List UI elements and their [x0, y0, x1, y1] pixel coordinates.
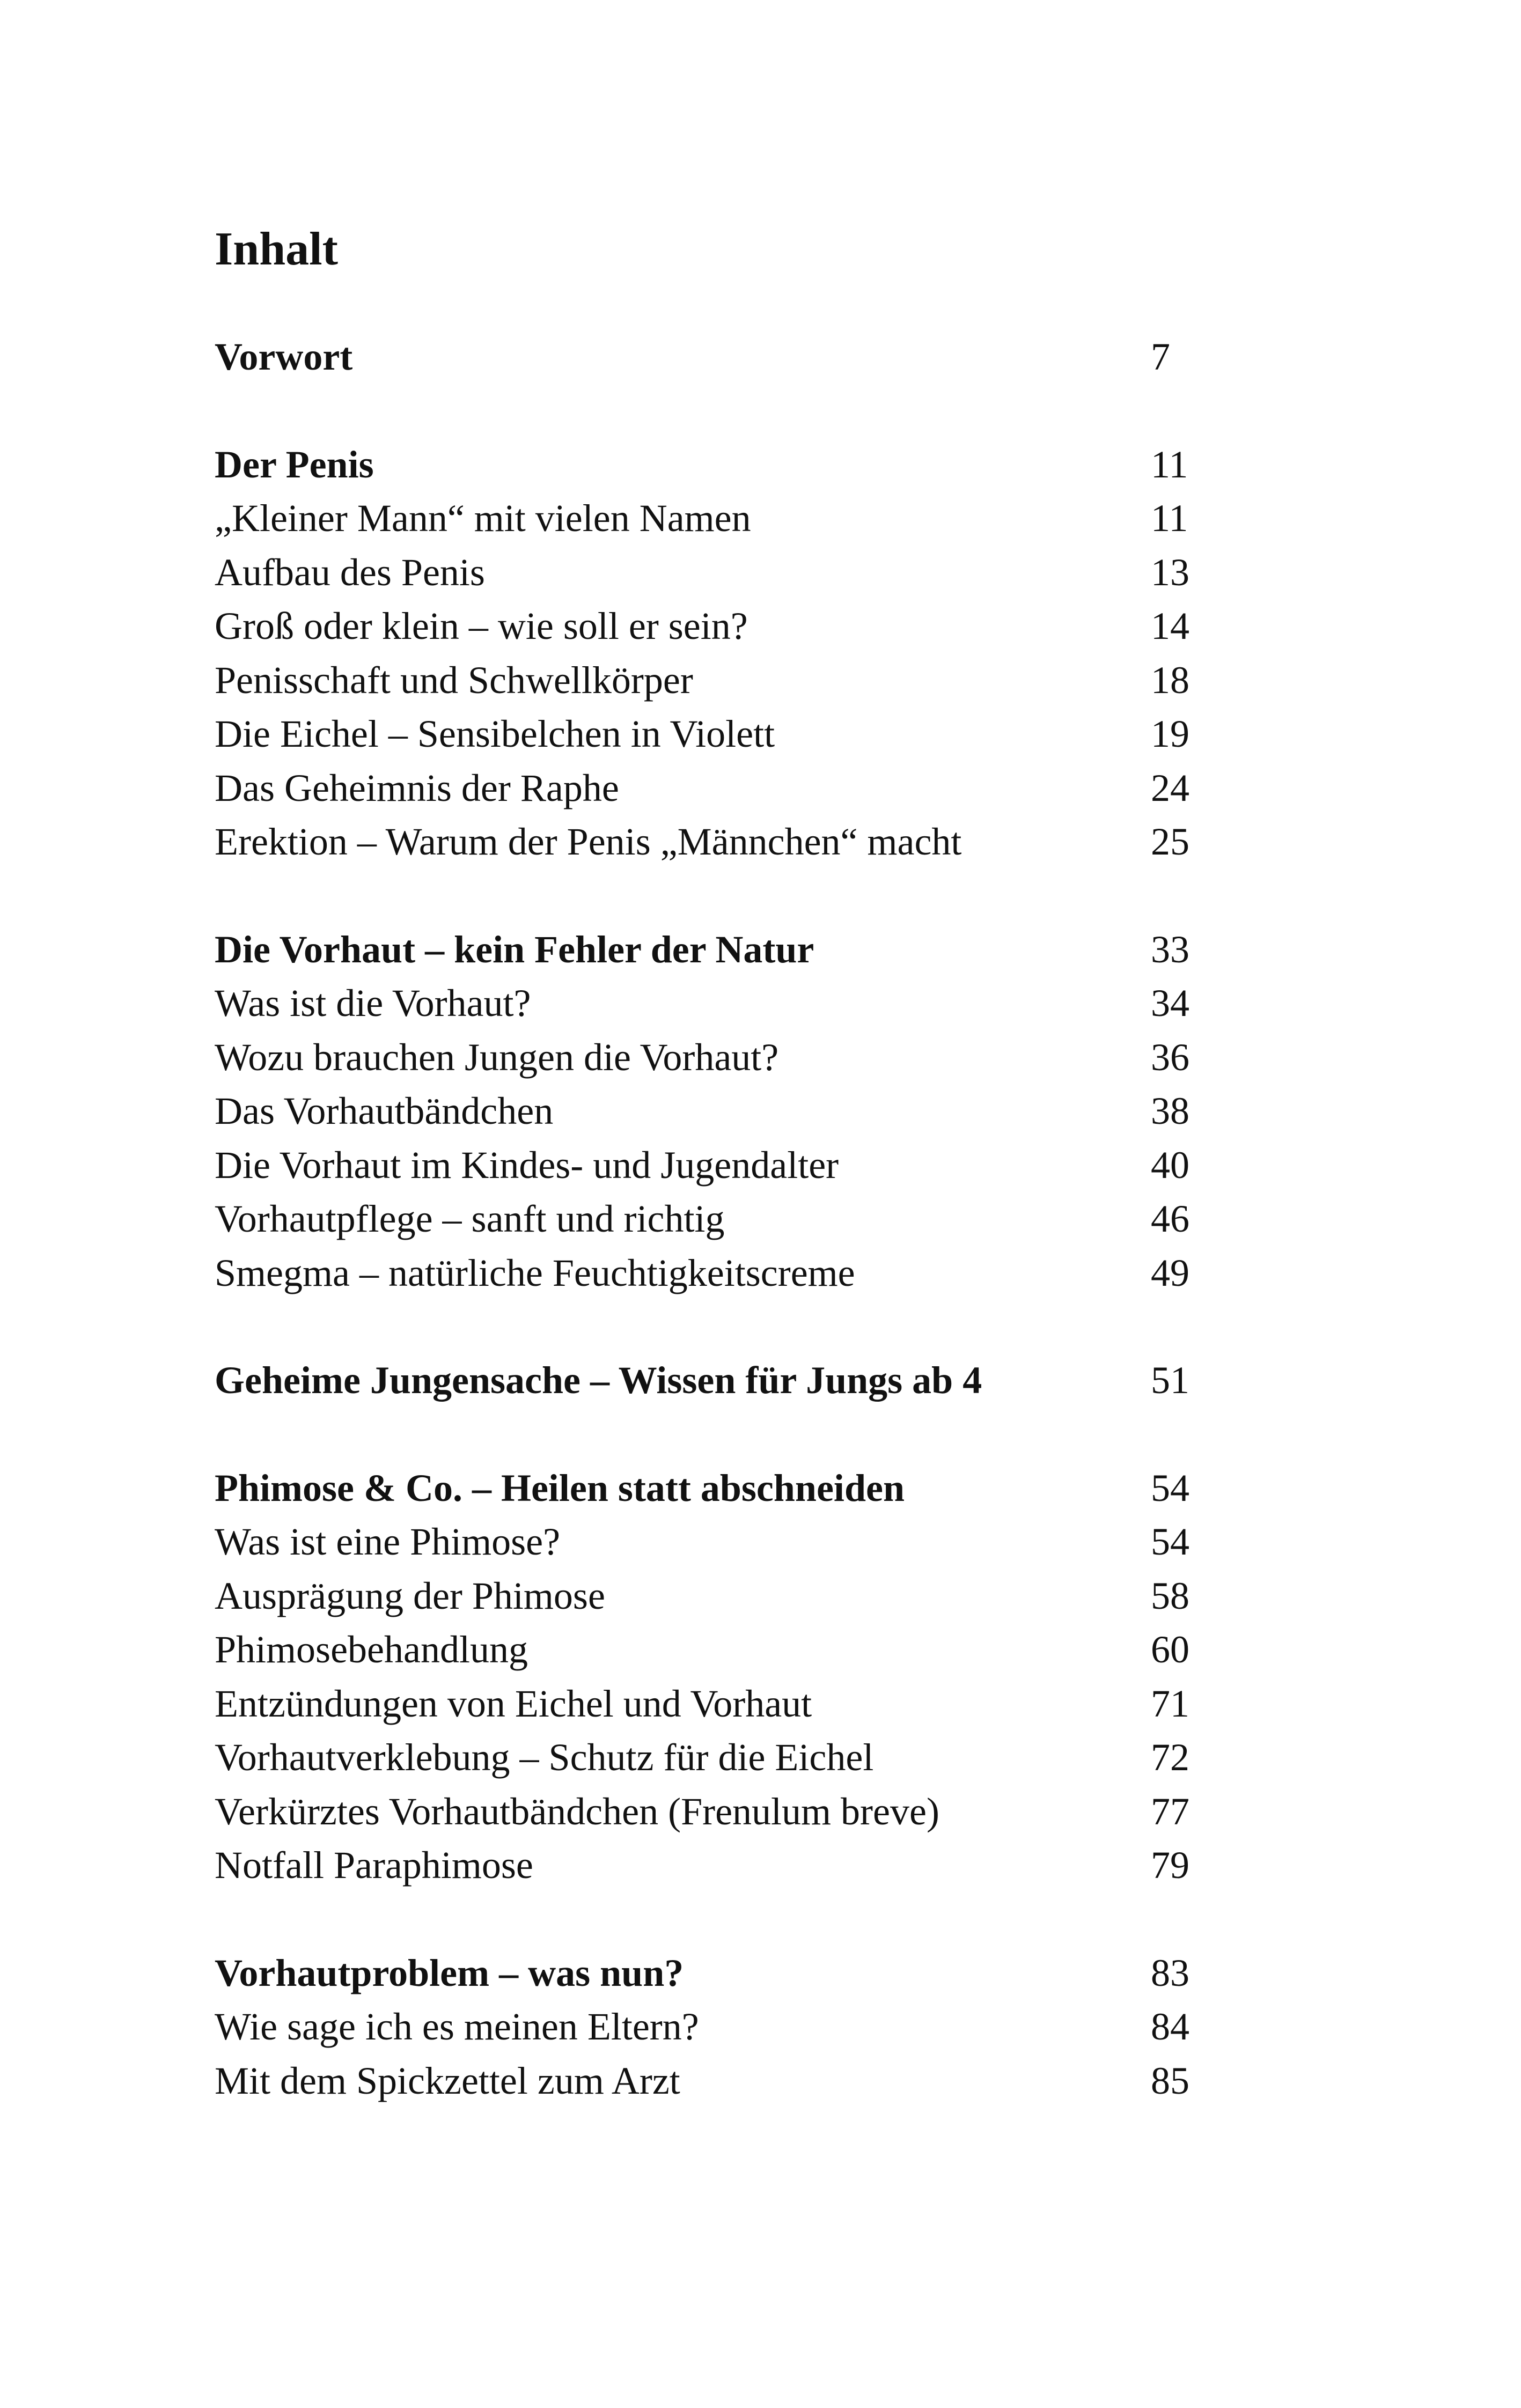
toc-entry — [215, 1677, 1196, 1731]
page-number: 58 — [1151, 1574, 1189, 1617]
toc-entry — [215, 707, 1196, 761]
page-number: 49 — [1151, 1251, 1189, 1294]
page-number: 25 — [1151, 820, 1189, 863]
toc-chapter-heading — [215, 923, 1196, 977]
entry-title: Was ist eine Phimose? — [215, 1520, 561, 1563]
entry-title: Mit dem Spickzettel zum Arzt — [215, 2059, 680, 2102]
entry-title: Penisschaft und Schwellkörper — [215, 658, 693, 702]
entry-title: Phimosebehandlung — [215, 1628, 528, 1671]
toc-section — [215, 923, 1196, 1300]
page-number: 71 — [1151, 1682, 1189, 1725]
toc-entry — [215, 491, 1196, 546]
page-number: 51 — [1151, 1359, 1189, 1402]
page-number: 13 — [1151, 550, 1189, 594]
toc-section — [215, 1946, 1196, 2108]
page-number: 83 — [1151, 1951, 1189, 1994]
page-title: Inhalt — [215, 223, 338, 275]
entry-title: Verkürztes Vorhautbändchen (Frenulum breve) — [215, 1790, 939, 1833]
toc-entry — [215, 546, 1196, 600]
page-number: 34 — [1151, 982, 1189, 1025]
toc-entry — [215, 1138, 1196, 1192]
toc-entry — [215, 761, 1196, 815]
toc-entry — [215, 1084, 1196, 1138]
toc-entry — [215, 1192, 1196, 1246]
toc-entry — [215, 653, 1196, 708]
page-number: 33 — [1151, 927, 1189, 971]
entry-title: Aufbau des Penis — [215, 550, 485, 594]
toc-chapter-heading — [215, 1946, 1196, 2000]
page-number: 54 — [1151, 1520, 1189, 1563]
toc-entry — [215, 1623, 1196, 1677]
entry-title: Smegma – natürliche Feuchtigkeitscreme — [215, 1251, 855, 1294]
page-number: 24 — [1151, 766, 1189, 809]
page-number: 38 — [1151, 1089, 1189, 1132]
toc-entry — [215, 1515, 1196, 1569]
entry-title: Notfall Paraphimose — [215, 1844, 533, 1887]
chapter-title: Vorhautproblem – was nun? — [215, 1951, 684, 1994]
toc-chapter-heading — [215, 1353, 1196, 1408]
page-number: 18 — [1151, 658, 1189, 702]
page-number: 77 — [1151, 1790, 1189, 1833]
entry-title: Vorhautpflege – sanft und richtig — [215, 1197, 725, 1240]
entry-title: Die Eichel – Sensibelchen in Violett — [215, 712, 775, 755]
toc-entry — [215, 1785, 1196, 1839]
toc-chapter-heading — [215, 330, 1196, 384]
toc-section — [215, 1353, 1196, 1408]
table-of-contents — [215, 330, 1196, 2161]
toc-entry — [215, 1838, 1196, 1892]
entry-title: Was ist die Vorhaut? — [215, 982, 531, 1025]
entry-title: Vorhautverklebung – Schutz für die Eichel — [215, 1736, 874, 1779]
entry-title: Groß oder klein – wie soll er sein? — [215, 605, 748, 647]
toc-entry — [215, 599, 1196, 653]
toc-entry — [215, 1730, 1196, 1785]
page-number: 85 — [1151, 2059, 1189, 2102]
chapter-title: Phimose & Co. – Heilen statt abschneiden — [215, 1466, 905, 1509]
page-number: 36 — [1151, 1035, 1189, 1079]
chapter-title: Geheime Jungensache – Wissen für Jungs ab 4 — [215, 1359, 982, 1402]
toc-entry — [215, 2054, 1196, 2108]
entry-title: Das Geheimnis der Raphe — [215, 766, 619, 809]
toc-entry — [215, 1569, 1196, 1623]
toc-entry — [215, 2000, 1196, 2054]
toc-entry — [215, 1030, 1196, 1085]
page-number: 19 — [1151, 712, 1189, 755]
page-number: 79 — [1151, 1844, 1189, 1887]
chapter-title: Vorwort — [215, 335, 353, 378]
page-number: 11 — [1151, 497, 1188, 540]
page-number: 7 — [1151, 335, 1170, 378]
toc-section — [215, 330, 1196, 384]
page-number: 46 — [1151, 1197, 1189, 1240]
page-number: 11 — [1151, 443, 1188, 486]
toc-section — [215, 438, 1196, 869]
toc-section — [215, 1461, 1196, 1892]
entry-title: Erektion – Warum der Penis „Männchen“ macht — [215, 820, 962, 863]
entry-title: Wozu brauchen Jungen die Vorhaut? — [215, 1035, 779, 1079]
page-number: 84 — [1151, 2005, 1189, 2048]
page-number: 14 — [1151, 605, 1189, 647]
page-number: 72 — [1151, 1736, 1189, 1779]
entry-title: Die Vorhaut im Kindes- und Jugendalter — [215, 1143, 839, 1187]
toc-entry — [215, 815, 1196, 869]
entry-title: „Kleiner Mann“ mit vielen Namen — [215, 497, 751, 540]
page-number: 60 — [1151, 1628, 1189, 1671]
toc-entry — [215, 976, 1196, 1030]
chapter-title: Der Penis — [215, 443, 374, 486]
page-number: 40 — [1151, 1143, 1189, 1187]
entry-title: Entzündungen von Eichel und Vorhaut — [215, 1682, 812, 1725]
chapter-title: Die Vorhaut – kein Fehler der Natur — [215, 927, 814, 971]
toc-entry — [215, 1246, 1196, 1300]
entry-title: Das Vorhautbändchen — [215, 1089, 554, 1132]
entry-title: Wie sage ich es meinen Eltern? — [215, 2005, 699, 2048]
toc-chapter-heading — [215, 1461, 1196, 1515]
toc-chapter-heading — [215, 438, 1196, 492]
page-number: 54 — [1151, 1466, 1189, 1509]
entry-title: Ausprägung der Phimose — [215, 1574, 605, 1617]
